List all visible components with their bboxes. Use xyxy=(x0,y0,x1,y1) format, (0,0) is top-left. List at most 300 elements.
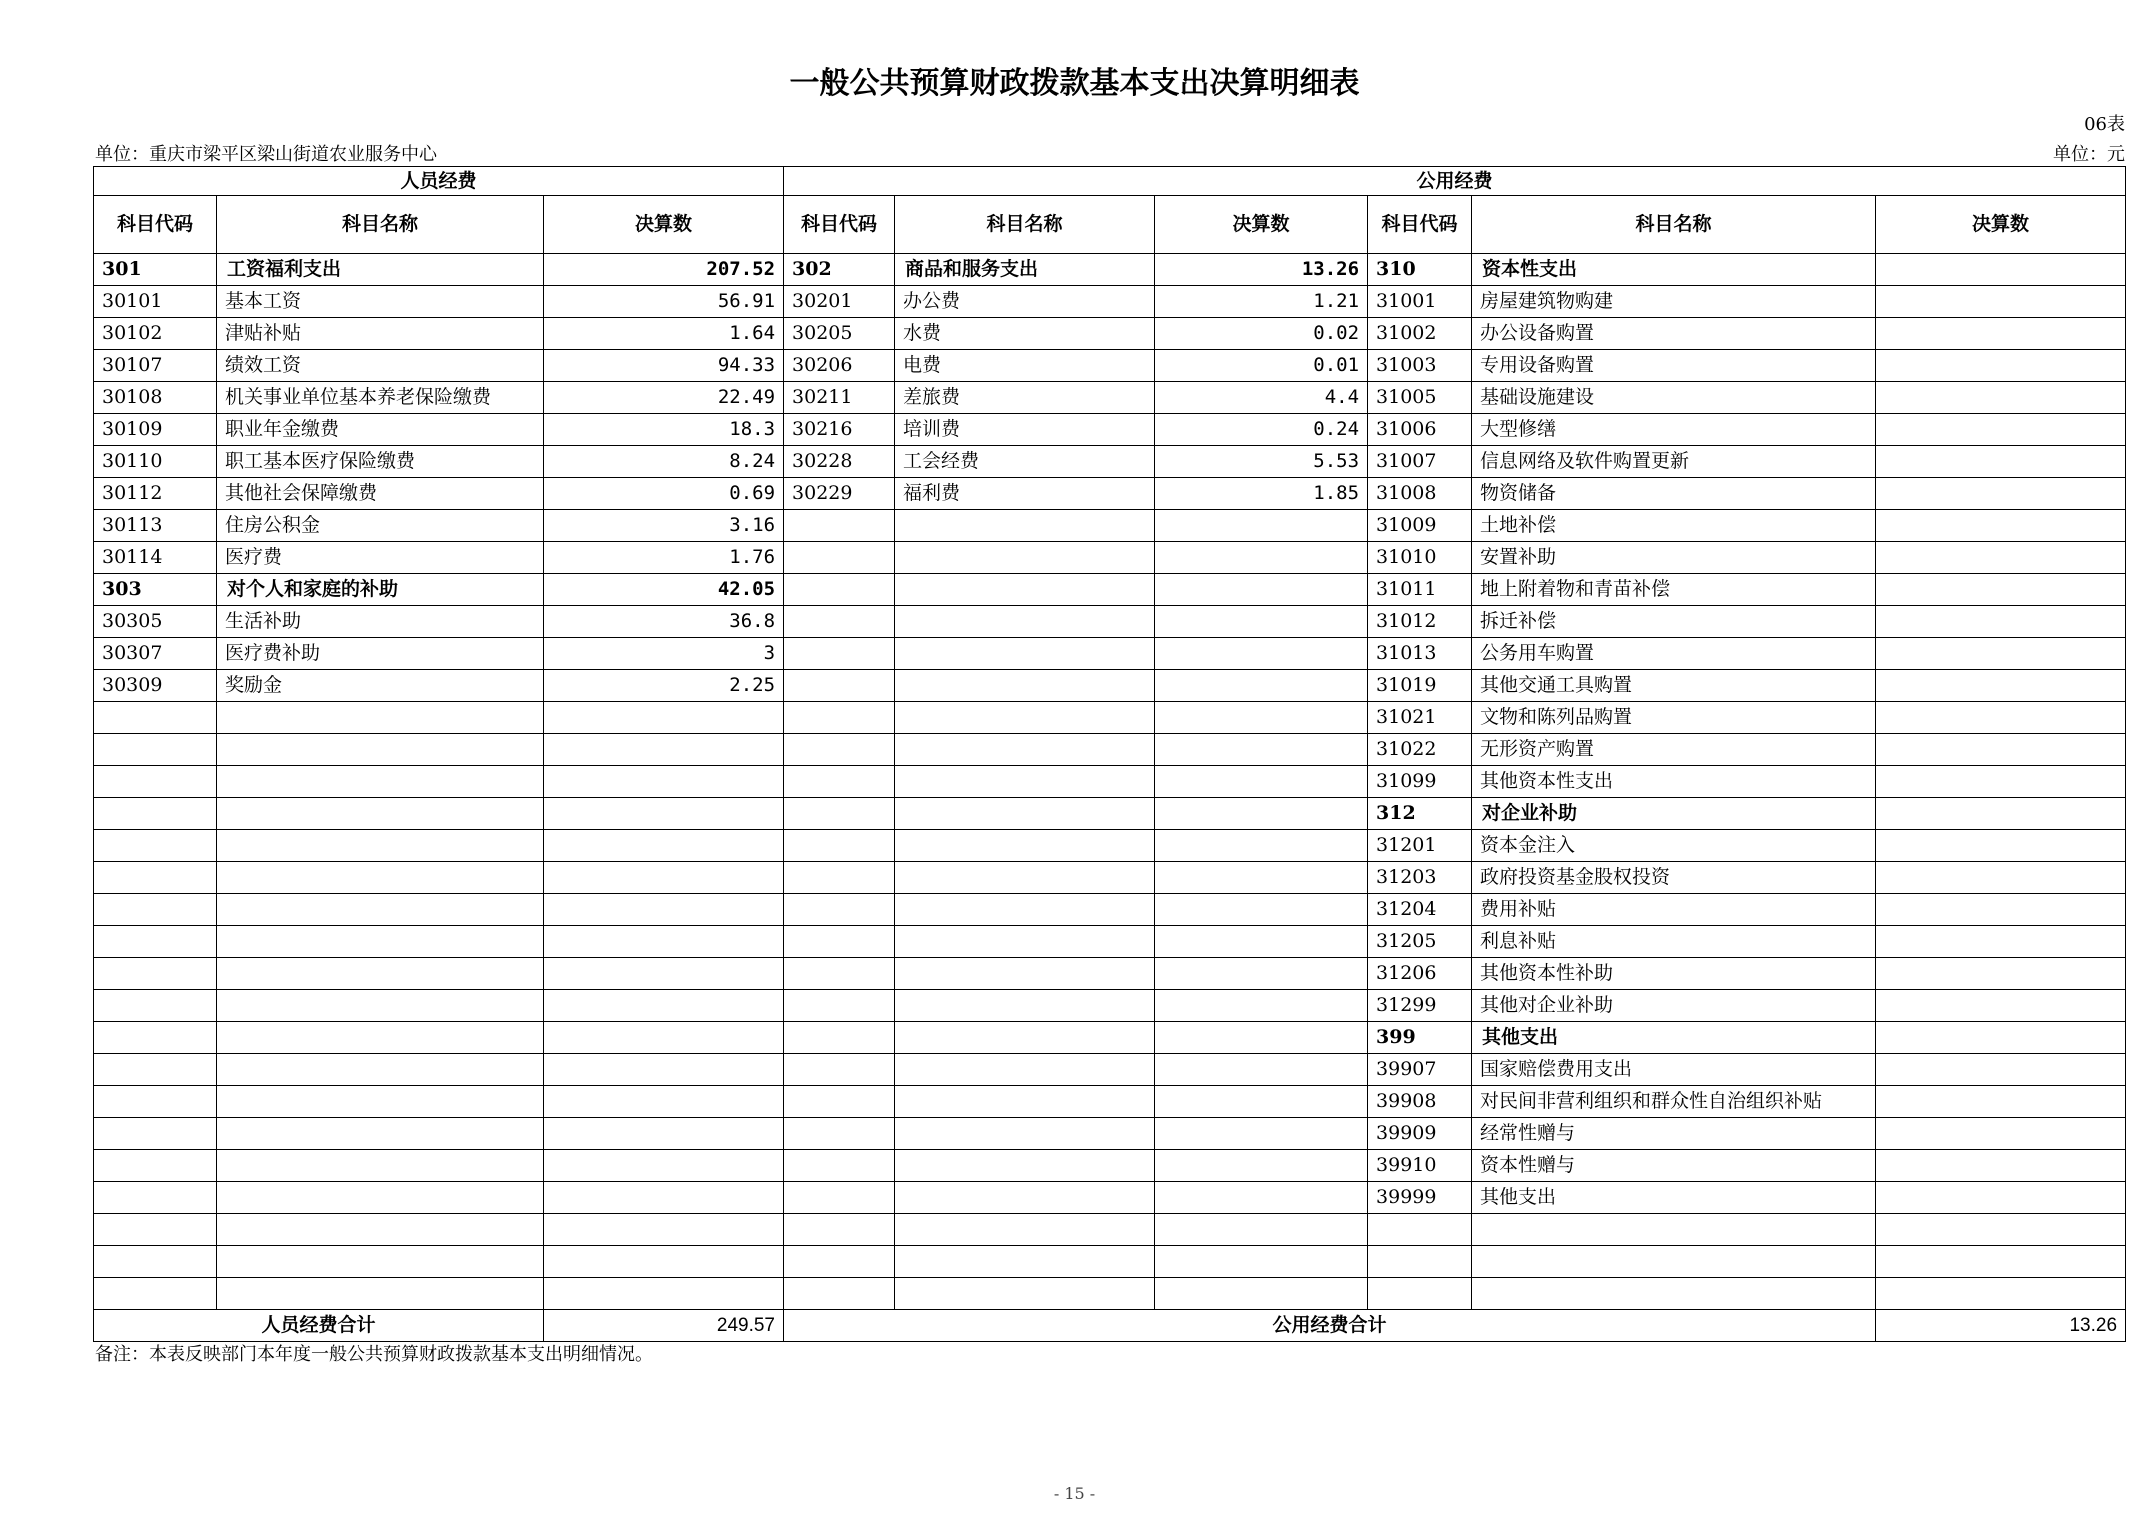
amount-cell xyxy=(1876,414,2126,446)
amount-cell xyxy=(1155,1246,1368,1278)
name-cell: 资本性支出 xyxy=(1472,254,1876,286)
name-cell: 大型修缮 xyxy=(1472,414,1876,446)
name-cell: 商品和服务支出 xyxy=(895,254,1155,286)
code-cell: 30206 xyxy=(784,350,895,382)
name-cell xyxy=(217,830,544,862)
code-cell: 31013 xyxy=(1368,638,1472,670)
amount-cell xyxy=(544,926,784,958)
code-cell: 31010 xyxy=(1368,542,1472,574)
amount-cell: 4.4 xyxy=(1155,382,1368,414)
name-cell xyxy=(895,766,1155,798)
code-cell xyxy=(94,1182,217,1214)
name-cell: 其他对企业补助 xyxy=(1472,990,1876,1022)
name-cell xyxy=(217,926,544,958)
amount-cell xyxy=(544,862,784,894)
amount-cell: 1.76 xyxy=(544,542,784,574)
amount-cell xyxy=(544,766,784,798)
table-row xyxy=(94,1182,2126,1214)
name-cell: 水费 xyxy=(895,318,1155,350)
amount-cell xyxy=(1155,1278,1368,1310)
name-cell xyxy=(895,702,1155,734)
name-cell: 基础设施建设 xyxy=(1472,382,1876,414)
table-row xyxy=(94,734,2126,766)
code-cell xyxy=(94,926,217,958)
amount-cell xyxy=(1155,766,1368,798)
code-cell: 310 xyxy=(1368,254,1472,286)
name-cell: 其他交通工具购置 xyxy=(1472,670,1876,702)
name-cell xyxy=(217,766,544,798)
name-cell xyxy=(895,1278,1155,1310)
code-cell xyxy=(1368,1278,1472,1310)
table-row xyxy=(94,894,2126,926)
code-cell: 30228 xyxy=(784,446,895,478)
amount-cell xyxy=(1155,862,1368,894)
name-cell xyxy=(217,862,544,894)
personnel-total-label: 人员经费合计 xyxy=(94,1310,544,1342)
code-cell xyxy=(94,958,217,990)
amount-cell: 0.01 xyxy=(1155,350,1368,382)
code-cell xyxy=(1368,1214,1472,1246)
name-cell: 费用补贴 xyxy=(1472,894,1876,926)
amount-cell xyxy=(1155,574,1368,606)
code-cell xyxy=(784,638,895,670)
amount-cell xyxy=(1876,734,2126,766)
code-cell: 30108 xyxy=(94,382,217,414)
name-cell xyxy=(895,894,1155,926)
table-row xyxy=(94,638,2126,670)
name-cell: 工会经费 xyxy=(895,446,1155,478)
code-cell xyxy=(94,862,217,894)
amount-cell xyxy=(1155,606,1368,638)
code-cell: 30307 xyxy=(94,638,217,670)
amount-cell xyxy=(544,958,784,990)
amount-cell xyxy=(1876,1022,2126,1054)
amount-cell: 13.26 xyxy=(1155,254,1368,286)
table-row xyxy=(94,478,2126,510)
amount-cell xyxy=(1155,510,1368,542)
code-cell: 30114 xyxy=(94,542,217,574)
name-cell: 专用设备购置 xyxy=(1472,350,1876,382)
code-cell xyxy=(94,734,217,766)
code-cell: 39908 xyxy=(1368,1086,1472,1118)
amount-cell xyxy=(544,1054,784,1086)
amount-cell xyxy=(1155,830,1368,862)
code-cell: 31003 xyxy=(1368,350,1472,382)
name-cell: 医疗费补助 xyxy=(217,638,544,670)
page-number: - 15 - xyxy=(1053,1484,1096,1503)
code-cell xyxy=(784,894,895,926)
amount-cell xyxy=(1876,478,2126,510)
code-cell xyxy=(784,798,895,830)
code-cell xyxy=(784,766,895,798)
name-cell xyxy=(895,1214,1155,1246)
code-cell: 301 xyxy=(94,254,217,286)
code-cell: 31206 xyxy=(1368,958,1472,990)
code-cell xyxy=(784,670,895,702)
name-cell xyxy=(217,958,544,990)
table-row xyxy=(94,1246,2126,1278)
table-row xyxy=(94,990,2126,1022)
code-cell xyxy=(94,990,217,1022)
code-cell: 31099 xyxy=(1368,766,1472,798)
name-cell: 差旅费 xyxy=(895,382,1155,414)
amount-cell: 1.64 xyxy=(544,318,784,350)
name-cell xyxy=(217,1022,544,1054)
table-row xyxy=(94,1150,2126,1182)
amount-cell xyxy=(544,990,784,1022)
code-cell: 31019 xyxy=(1368,670,1472,702)
code-cell xyxy=(94,702,217,734)
amount-cell xyxy=(1155,702,1368,734)
amount-cell xyxy=(544,1214,784,1246)
code-cell xyxy=(784,1054,895,1086)
name-cell: 国家赔偿费用支出 xyxy=(1472,1054,1876,1086)
name-cell xyxy=(895,1182,1155,1214)
amount-cell xyxy=(1876,862,2126,894)
expenditure-table xyxy=(93,166,2126,1342)
amount-cell xyxy=(544,734,784,766)
table-row xyxy=(94,830,2126,862)
name-cell xyxy=(217,1086,544,1118)
name-cell: 生活补助 xyxy=(217,606,544,638)
code-cell: 31012 xyxy=(1368,606,1472,638)
amount-cell: 1.85 xyxy=(1155,478,1368,510)
name-cell xyxy=(895,510,1155,542)
amount-cell: 0.24 xyxy=(1155,414,1368,446)
amount-cell xyxy=(1155,1022,1368,1054)
amount-cell xyxy=(544,894,784,926)
code-cell: 30205 xyxy=(784,318,895,350)
amount-cell xyxy=(1155,734,1368,766)
code-cell: 30305 xyxy=(94,606,217,638)
code-cell xyxy=(784,990,895,1022)
code-cell: 39999 xyxy=(1368,1182,1472,1214)
amount-cell xyxy=(1876,542,2126,574)
name-cell xyxy=(895,670,1155,702)
amount-cell xyxy=(1876,350,2126,382)
amount-cell xyxy=(1876,1214,2126,1246)
table-row xyxy=(94,574,2126,606)
header-amount: 决算数 xyxy=(544,196,784,254)
code-cell xyxy=(784,830,895,862)
amount-cell xyxy=(544,798,784,830)
code-cell: 30113 xyxy=(94,510,217,542)
amount-cell: 207.52 xyxy=(544,254,784,286)
amount-cell xyxy=(544,1118,784,1150)
name-cell xyxy=(217,894,544,926)
amount-cell xyxy=(1876,830,2126,862)
table-row xyxy=(94,1086,2126,1118)
amount-cell xyxy=(1876,958,2126,990)
amount-cell xyxy=(1876,1054,2126,1086)
personnel-total-value: 249.57 xyxy=(544,1310,784,1342)
amount-cell xyxy=(1876,1150,2126,1182)
name-cell: 政府投资基金股权投资 xyxy=(1472,862,1876,894)
name-cell: 其他资本性支出 xyxy=(1472,766,1876,798)
amount-cell xyxy=(1876,702,2126,734)
code-cell: 31011 xyxy=(1368,574,1472,606)
table-row xyxy=(94,414,2126,446)
name-cell xyxy=(1472,1278,1876,1310)
amount-cell xyxy=(1876,254,2126,286)
unit-currency: 单位：元 xyxy=(2053,144,2125,165)
code-cell xyxy=(784,1022,895,1054)
name-cell: 资本性赠与 xyxy=(1472,1150,1876,1182)
name-cell: 安置补助 xyxy=(1472,542,1876,574)
code-cell: 31007 xyxy=(1368,446,1472,478)
amount-cell xyxy=(1876,606,2126,638)
amount-cell xyxy=(1155,1150,1368,1182)
amount-cell xyxy=(544,1246,784,1278)
name-cell xyxy=(895,1150,1155,1182)
name-cell xyxy=(895,958,1155,990)
amount-cell xyxy=(1876,1246,2126,1278)
table-body xyxy=(94,254,2126,1310)
header-name: 科目名称 xyxy=(895,196,1155,254)
name-cell: 信息网络及软件购置更新 xyxy=(1472,446,1876,478)
header-code: 科目代码 xyxy=(784,196,895,254)
name-cell xyxy=(1472,1214,1876,1246)
code-cell xyxy=(784,1182,895,1214)
name-cell xyxy=(895,990,1155,1022)
header-code: 科目代码 xyxy=(94,196,217,254)
amount-cell: 8.24 xyxy=(544,446,784,478)
amount-cell xyxy=(1876,670,2126,702)
code-cell: 30229 xyxy=(784,478,895,510)
amount-cell xyxy=(1155,1118,1368,1150)
table-row xyxy=(94,1118,2126,1150)
column-header-row xyxy=(94,196,2126,254)
amount-cell: 5.53 xyxy=(1155,446,1368,478)
name-cell xyxy=(217,1150,544,1182)
table-row xyxy=(94,254,2126,286)
code-cell: 30112 xyxy=(94,478,217,510)
name-cell xyxy=(895,1022,1155,1054)
code-cell: 31205 xyxy=(1368,926,1472,958)
amount-cell: 0.69 xyxy=(544,478,784,510)
table-row xyxy=(94,798,2126,830)
code-cell: 31201 xyxy=(1368,830,1472,862)
header-name: 科目名称 xyxy=(217,196,544,254)
amount-cell xyxy=(544,1086,784,1118)
amount-cell xyxy=(1876,798,2126,830)
code-cell xyxy=(94,1246,217,1278)
table-row xyxy=(94,958,2126,990)
table-row xyxy=(94,510,2126,542)
code-cell: 31203 xyxy=(1368,862,1472,894)
amount-cell xyxy=(1876,1278,2126,1310)
name-cell xyxy=(895,830,1155,862)
code-cell: 31001 xyxy=(1368,286,1472,318)
name-cell: 工资福利支出 xyxy=(217,254,544,286)
amount-cell xyxy=(1876,1118,2126,1150)
header-name: 科目名称 xyxy=(1472,196,1876,254)
section-header-row xyxy=(94,167,2126,196)
code-cell: 31002 xyxy=(1368,318,1472,350)
amount-cell xyxy=(544,1278,784,1310)
amount-cell xyxy=(544,702,784,734)
table-row xyxy=(94,926,2126,958)
name-cell: 土地补偿 xyxy=(1472,510,1876,542)
code-cell: 39909 xyxy=(1368,1118,1472,1150)
code-cell xyxy=(784,1278,895,1310)
amount-cell: 22.49 xyxy=(544,382,784,414)
name-cell: 津贴补贴 xyxy=(217,318,544,350)
code-cell xyxy=(784,606,895,638)
amount-cell xyxy=(1155,1214,1368,1246)
amount-cell xyxy=(1155,1086,1368,1118)
name-cell: 经常性赠与 xyxy=(1472,1118,1876,1150)
code-cell: 30107 xyxy=(94,350,217,382)
code-cell xyxy=(784,734,895,766)
name-cell: 培训费 xyxy=(895,414,1155,446)
amount-cell xyxy=(1155,990,1368,1022)
code-cell: 31006 xyxy=(1368,414,1472,446)
code-cell xyxy=(784,1150,895,1182)
code-cell: 39907 xyxy=(1368,1054,1472,1086)
name-cell xyxy=(217,990,544,1022)
table-row xyxy=(94,606,2126,638)
name-cell xyxy=(217,1214,544,1246)
code-cell xyxy=(94,1022,217,1054)
table-row xyxy=(94,350,2126,382)
amount-cell xyxy=(1876,638,2126,670)
code-cell: 31009 xyxy=(1368,510,1472,542)
code-cell xyxy=(94,1118,217,1150)
amount-cell xyxy=(1876,1182,2126,1214)
amount-cell: 1.21 xyxy=(1155,286,1368,318)
amount-cell: 3.16 xyxy=(544,510,784,542)
table-row xyxy=(94,670,2126,702)
code-cell xyxy=(784,862,895,894)
name-cell xyxy=(895,606,1155,638)
name-cell xyxy=(217,734,544,766)
amount-cell xyxy=(1155,958,1368,990)
amount-cell xyxy=(1155,670,1368,702)
amount-cell xyxy=(1876,766,2126,798)
amount-cell xyxy=(1876,894,2126,926)
amount-cell xyxy=(1155,894,1368,926)
code-cell: 30102 xyxy=(94,318,217,350)
name-cell: 地上附着物和青苗补偿 xyxy=(1472,574,1876,606)
amount-cell xyxy=(1155,638,1368,670)
code-cell xyxy=(784,958,895,990)
code-cell: 302 xyxy=(784,254,895,286)
table-row xyxy=(94,382,2126,414)
name-cell xyxy=(217,1278,544,1310)
totals-row xyxy=(94,1310,2126,1342)
header-amount: 决算数 xyxy=(1876,196,2126,254)
table-row xyxy=(94,702,2126,734)
name-cell xyxy=(217,798,544,830)
code-cell: 31204 xyxy=(1368,894,1472,926)
amount-cell xyxy=(544,830,784,862)
name-cell: 职业年金缴费 xyxy=(217,414,544,446)
name-cell: 机关事业单位基本养老保险缴费 xyxy=(217,382,544,414)
code-cell xyxy=(94,1054,217,1086)
table-row xyxy=(94,1054,2126,1086)
name-cell: 住房公积金 xyxy=(217,510,544,542)
code-cell xyxy=(784,574,895,606)
amount-cell xyxy=(1876,318,2126,350)
code-cell: 30309 xyxy=(94,670,217,702)
name-cell xyxy=(895,1246,1155,1278)
amount-cell: 36.8 xyxy=(544,606,784,638)
amount-cell xyxy=(1155,1054,1368,1086)
amount-cell xyxy=(1876,382,2126,414)
amount-cell: 94.33 xyxy=(544,350,784,382)
section-personnel: 人员经费 xyxy=(94,167,784,196)
name-cell: 公务用车购置 xyxy=(1472,638,1876,670)
code-cell: 399 xyxy=(1368,1022,1472,1054)
table-row xyxy=(94,1022,2126,1054)
name-cell xyxy=(895,798,1155,830)
name-cell: 电费 xyxy=(895,350,1155,382)
code-cell: 31299 xyxy=(1368,990,1472,1022)
name-cell: 奖励金 xyxy=(217,670,544,702)
code-cell: 31022 xyxy=(1368,734,1472,766)
amount-cell xyxy=(1876,990,2126,1022)
amount-cell xyxy=(544,1150,784,1182)
amount-cell: 0.02 xyxy=(1155,318,1368,350)
name-cell xyxy=(217,1054,544,1086)
code-cell xyxy=(784,702,895,734)
table-row xyxy=(94,766,2126,798)
code-cell xyxy=(1368,1246,1472,1278)
code-cell: 30201 xyxy=(784,286,895,318)
table-row xyxy=(94,318,2126,350)
code-cell xyxy=(94,1086,217,1118)
table-row xyxy=(94,446,2126,478)
table-row xyxy=(94,286,2126,318)
code-cell xyxy=(784,1214,895,1246)
code-cell xyxy=(94,1278,217,1310)
table-row xyxy=(94,862,2126,894)
header-code: 科目代码 xyxy=(1368,196,1472,254)
name-cell: 其他支出 xyxy=(1472,1022,1876,1054)
code-cell xyxy=(94,1214,217,1246)
code-cell: 31008 xyxy=(1368,478,1472,510)
code-cell: 31021 xyxy=(1368,702,1472,734)
footnote: 备注：本表反映部门本年度一般公共预算财政拨款基本支出明细情况。 xyxy=(95,1344,653,1365)
amount-cell xyxy=(1876,926,2126,958)
name-cell: 房屋建筑物购建 xyxy=(1472,286,1876,318)
name-cell xyxy=(895,1118,1155,1150)
amount-cell xyxy=(1876,446,2126,478)
name-cell: 物资储备 xyxy=(1472,478,1876,510)
amount-cell xyxy=(1876,510,2126,542)
code-cell xyxy=(784,1118,895,1150)
name-cell: 其他资本性补助 xyxy=(1472,958,1876,990)
name-cell xyxy=(217,1118,544,1150)
name-cell xyxy=(895,542,1155,574)
name-cell: 绩效工资 xyxy=(217,350,544,382)
table-row xyxy=(94,1278,2126,1310)
name-cell xyxy=(895,638,1155,670)
public-total-label: 公用经费合计 xyxy=(784,1310,1876,1342)
name-cell xyxy=(895,1086,1155,1118)
name-cell: 对民间非营利组织和群众性自治组织补贴 xyxy=(1472,1086,1876,1118)
code-cell xyxy=(94,894,217,926)
code-cell xyxy=(784,926,895,958)
amount-cell: 2.25 xyxy=(544,670,784,702)
name-cell: 资本金注入 xyxy=(1472,830,1876,862)
code-cell xyxy=(94,830,217,862)
code-cell xyxy=(784,510,895,542)
amount-cell xyxy=(544,1022,784,1054)
amount-cell xyxy=(1155,1182,1368,1214)
code-cell: 39910 xyxy=(1368,1150,1472,1182)
